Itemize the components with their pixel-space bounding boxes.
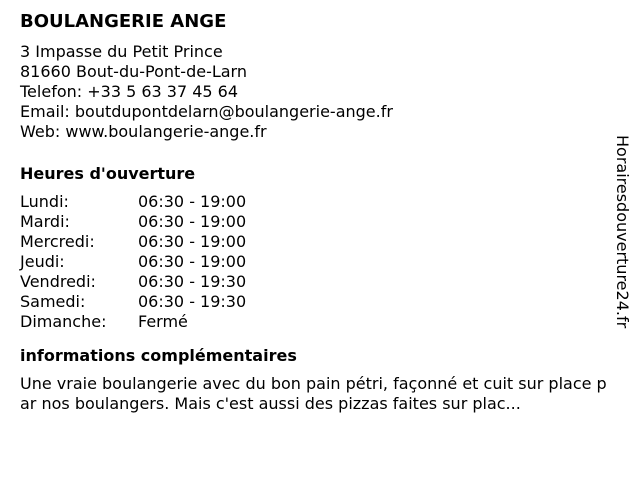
hours-time: Fermé bbox=[138, 312, 188, 331]
hours-day: Mardi: bbox=[20, 212, 70, 231]
hours-time: 06:30 - 19:30 bbox=[138, 272, 247, 291]
hours-time: 06:30 - 19:00 bbox=[138, 212, 247, 231]
hours-day: Vendredi: bbox=[20, 272, 96, 291]
hours-row-sunday bbox=[20, 312, 610, 332]
site-watermark: Horairesdouverture24.fr bbox=[613, 135, 632, 329]
hours-time: 06:30 - 19:00 bbox=[138, 252, 247, 271]
web-line: Web: www.boulangerie-ange.fr bbox=[20, 122, 267, 141]
hours-day: Mercredi: bbox=[20, 232, 95, 251]
hours-time: 06:30 - 19:30 bbox=[138, 292, 247, 311]
hours-row-friday bbox=[20, 272, 610, 292]
hours-row-wednesday bbox=[20, 232, 610, 252]
hours-row-saturday bbox=[20, 292, 610, 312]
address-city: 81660 Bout-du-Pont-de-Larn bbox=[20, 62, 247, 81]
hours-time: 06:30 - 19:00 bbox=[138, 232, 247, 251]
hours-day: Lundi: bbox=[20, 192, 69, 211]
business-card bbox=[20, 10, 610, 414]
address-street: 3 Impasse du Petit Prince bbox=[20, 42, 223, 61]
opening-hours-heading: Heures d'ouverture bbox=[20, 164, 196, 183]
additional-info-heading: informations complémentaires bbox=[20, 346, 297, 365]
hours-time: 06:30 - 19:00 bbox=[138, 192, 247, 211]
hours-day: Samedi: bbox=[20, 292, 86, 311]
opening-hours-table bbox=[20, 192, 610, 332]
hours-row-thursday bbox=[20, 252, 610, 272]
phone-line: Telefon: +33 5 63 37 45 64 bbox=[20, 82, 239, 101]
hours-day: Jeudi: bbox=[20, 252, 65, 271]
email-line: Email: boutdupontdelarn@boulangerie-ange.fr bbox=[20, 102, 393, 121]
business-name: BOULANGERIE ANGE bbox=[20, 11, 227, 32]
hours-row-tuesday bbox=[20, 212, 610, 232]
hours-day: Dimanche: bbox=[20, 312, 107, 331]
hours-row-monday bbox=[20, 192, 610, 212]
additional-info-text: Une vraie boulangerie avec du bon pain pétri, façonné et cuit sur place par nos boulangers. Mais c'est aussi des pizzas faites sur plac... bbox=[20, 374, 607, 413]
